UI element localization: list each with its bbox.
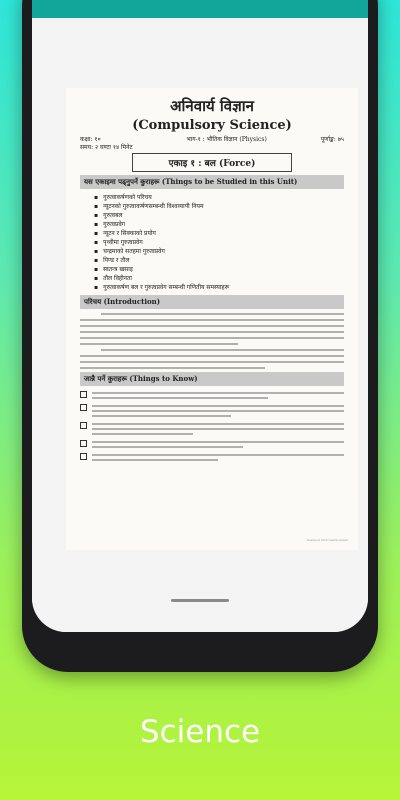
section-heading-introduction: परिचय (Introduction): [80, 295, 344, 309]
list-item: ▪ न्यूटनको गुरुत्वाकर्षणसम्बन्धी विश्वव्यापी नियम: [94, 202, 344, 211]
list-item: ▪ गुरुत्वाकर्षण बल र गुरुत्वप्रवेग सम्बन्धी गणितीय समस्याहरू: [94, 283, 344, 292]
section-heading-topics: यस एकाइमा पढ्नुपर्ने कुराहरू (Things to be Studied in this Unit): [80, 175, 344, 189]
horizontal-scrollbar[interactable]: [171, 599, 229, 602]
list-item: ▪ स्वतन्त्र खसाइ: [94, 265, 344, 274]
scan-watermark: Scanned with CamScanner: [306, 538, 348, 542]
time-label: समय: २ घण्टा १४ मिनेट: [80, 144, 133, 151]
list-item: ▪ न्यूटन र सिक्काको प्रयोग: [94, 229, 344, 238]
checkbox-icon: [80, 404, 87, 411]
list-item: ▪ पृथ्वीमा गुरुत्वप्रवेग: [94, 238, 344, 247]
document-viewer[interactable]: [32, 18, 368, 632]
list-item: ▪ गुरुत्वाकर्षणको परिचय: [94, 193, 344, 202]
checkbox-icon: [80, 453, 87, 460]
list-item: ▪ गुरुत्वप्रवेग: [94, 220, 344, 229]
page-title-english: (Compulsory Science): [132, 118, 292, 133]
list-item: ▪ चन्द्रमाको सतहमा गुरुत्वप्रवेग: [94, 247, 344, 256]
section-heading-things-to-know: जान्नै पर्ने कुराहरू (Things to Know): [80, 372, 344, 386]
checkbox-icon: [80, 391, 87, 398]
list-item: ▪ गुरुत्वबल: [94, 211, 344, 220]
definitions-list: [80, 391, 344, 461]
chapter-title: एकाइ १ : बल (Force): [132, 153, 292, 172]
list-item: [80, 440, 344, 448]
list-item: ▪ तौल विहीनता: [94, 274, 344, 283]
page-title-nepali: अनिवार्य विज्ञान: [170, 97, 254, 115]
list-item: [80, 422, 344, 435]
app-bar: [32, 0, 368, 18]
class-label: कक्षा: १०: [80, 136, 101, 143]
marks-label: पूर्णाङ्क: ७५: [320, 136, 344, 143]
page-meta: [80, 135, 344, 151]
list-item: ▪ पिण्ड र तौल: [94, 256, 344, 265]
introduction-paragraph: [80, 313, 344, 369]
list-item: [80, 391, 344, 399]
topic-list: [94, 193, 344, 292]
list-item: [80, 453, 344, 461]
checkbox-icon: [80, 440, 87, 447]
phone-screen: [32, 0, 368, 632]
unit-label: भाग-१ : भौतिक विज्ञान (Physics): [186, 136, 267, 143]
list-item: [80, 404, 344, 417]
caption-text: Science: [139, 714, 261, 750]
phone-frame: [22, 0, 378, 672]
checkbox-icon: [80, 422, 87, 429]
scanned-page: [66, 88, 358, 550]
